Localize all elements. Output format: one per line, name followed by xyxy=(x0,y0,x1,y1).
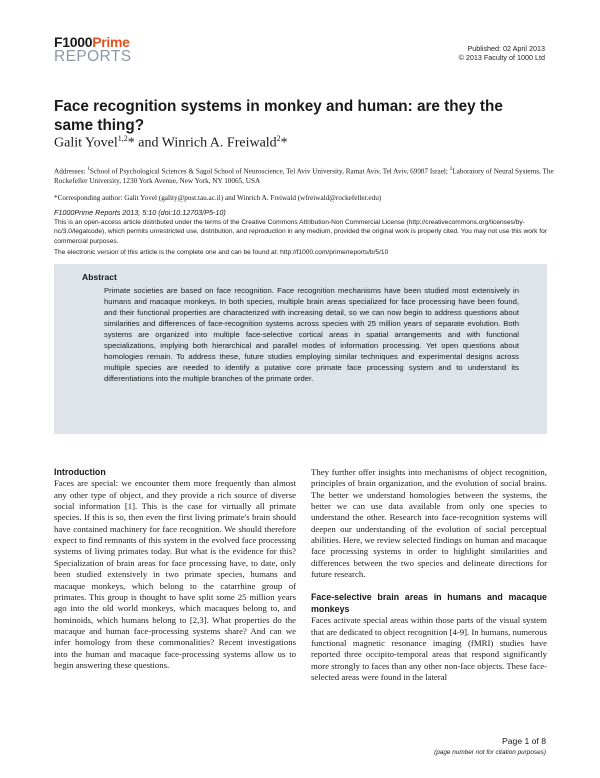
author-line xyxy=(54,134,288,152)
author-name: * and Winrich A. Freiwald xyxy=(127,135,277,151)
logo-prime: Prime xyxy=(92,34,130,50)
section-heading-face-selective: Face-selective brain areas in humans and macaque monkeys xyxy=(311,592,547,614)
address-2: Laboratory of Neural Systems, The Rockefeller University, 1230 York Avenue, New York, NY 10065, USA xyxy=(54,167,554,186)
section-heading-introduction: Introduction xyxy=(54,467,106,477)
affiliation-sup: 1 xyxy=(87,167,90,172)
logo-f1000: F1000 xyxy=(54,34,93,50)
body-paragraph: They further offer insights into mechanisms of object recognition, principles of brain organization, and the evolution of social brains. The better we understand homologies between the systems, the better we can use data available from only one species to understand the other. Research into face-recognition systems will deepen our understanding of the evolution of social perceptual abilities. Here, we review selected findings on human and macaque face processing systems in order to highlight similarities and differences between the two species and delineate directions for future research. xyxy=(311,467,547,580)
page-number: Page 1 of 8 xyxy=(502,736,546,746)
publication-info xyxy=(459,44,545,62)
author-affiliation-sup: 2 xyxy=(276,134,281,143)
license-text: This is an open-access article distributed under the terms of the Creative Commons Attribution-Non Commercial License (http://creativecommons.org/licenses/by-nc/3.0/legalcode), which permits unrestricted use, distribution, and reproduction in any medium, provided the original work is properly cited. You may not use this work for commercial purposes. xyxy=(54,219,547,245)
body-paragraph: Faces are special: we encounter them more frequently than almost any other type of object, and they provide a rich source of diverse social information [1]. This is the case for virtually all primate species. If this is so, then even the first living primate's brain should have contained machinery for face recognition. We should therefore expect to find remnants of this system in the evolved face processing systems of living primates today. But what is the evidence for this? Specialization of brain areas for face processing have, to date, only been studied extensively in two primate species, humans and macaque monkeys, which belong to the catarrhine group of primates. This group is thought to have split some 25 million years ago into the old world monkeys, which macaques belong to, and hominoids, which humans belong to [2,3]. What properties do the macaque and human face-processing systems share? And can we infer homology from these commonalities? Recent investigations into the human and macaque face-processing systems allow us to begin answering these questions. xyxy=(54,478,296,670)
author-affiliation-sup: 1,2 xyxy=(117,134,128,143)
copyright: © 2013 Faculty of 1000 Ltd xyxy=(458,53,545,62)
address-1: School of Psychological Sciences & Sagol School of Neuroscience, Tel Aviv University, Ramat Aviv, Tel Aviv, 69987 Israel; xyxy=(89,167,450,176)
body-paragraph: Faces activate special areas within those parts of the visual system that are dedicated to object recognition [4-9]. In humans, numerous functional magnetic resonance imaging (fMRI) studies have reported three occipito-temporal areas that respond significantly more strongly to faces than any other non-face objects. These face-selected areas were found in the lateral xyxy=(311,615,547,682)
abstract-heading: Abstract xyxy=(82,272,117,282)
logo-reports: REPORTS xyxy=(54,48,132,65)
addresses-label: Addresses: xyxy=(54,167,88,176)
electronic-version: The electronic version of this article is the complete one and can be found at: http://f1000.com/prime/reports/b/5/10 xyxy=(54,249,389,256)
abstract-text: Primate societies are based on face recognition. Face recognition mechanisms have been studied most extensively in humans and macaque monkeys. In both species, multiple brain areas specialized for face processing have been found, and their functional properties are characterized with increasing detail, so we can now begin to address questions about similarities and differences of face-recognition systems across species with 25 million years of separate evolution. Both systems are organized into multiple face-selective cortical areas in spatial arrangements and with functional specializations, implying both hierarchical and parallel modes of information processing. Yet open questions about homologies remain. To address these, future studies employing similar techniques and experimental designs across multiple species are needed to identify a putative core primate face processing system and to understand its differentiations into the multiple branches of the primate order. xyxy=(104,286,519,383)
affiliation-sup: 2 xyxy=(449,167,453,172)
page-number-note: (page number not for citation purposes) xyxy=(434,749,546,756)
author-name: Galit Yovel xyxy=(54,135,118,151)
corresponding-author: *Corresponding author: Galit Yovel (gality@post.tau.ac.il) and Winrich A. Freiwald (wfreiwald@rockefeller.edu) xyxy=(54,194,382,202)
article-title: Face recognition systems in monkey and human: are they the same thing? xyxy=(54,98,503,134)
addresses xyxy=(54,165,554,187)
right-column xyxy=(311,467,547,683)
published-date: Published: 02 April 2013 xyxy=(467,44,545,53)
author-asterisk: * xyxy=(280,135,288,151)
citation: F1000Prime Reports 2013, 5:10 (doi:10.12703/P5-10) xyxy=(54,208,226,217)
left-column xyxy=(54,467,296,671)
